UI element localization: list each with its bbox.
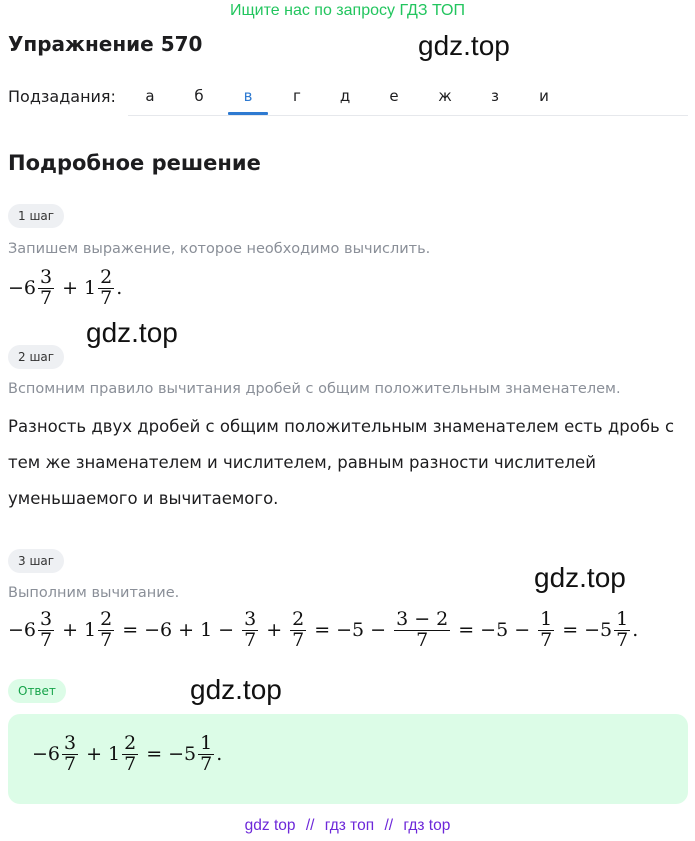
math-token: 6 — [23, 619, 37, 642]
math-token: −5 — [584, 619, 613, 642]
math-token: 1 — [108, 743, 121, 766]
footer — [0, 817, 695, 835]
subtask-tab-a[interactable]: а — [145, 87, 155, 105]
subtask-tab-d[interactable]: д — [339, 87, 351, 105]
answer-box — [8, 714, 688, 804]
answer-badge: Ответ — [8, 679, 66, 703]
math-token: + — [266, 619, 283, 642]
answer-expression — [32, 734, 222, 775]
fraction: $\frac{3}{7}$ — [244, 608, 257, 651]
subtasks-label: Подзадания: — [8, 87, 116, 106]
math-token: 1 — [200, 619, 213, 642]
step-1-hint: Запишем выражение, которое необходимо вычислить. — [8, 241, 431, 257]
math-token: − — [8, 619, 24, 642]
step-2-hint: Вспомним правило вычитания дробей с общим положительным знаменателем. — [8, 381, 621, 397]
footer-link-gdz-top[interactable]: gdz top — [244, 817, 296, 834]
top-banner: Ищите нас по запросу ГДЗ ТОП — [230, 2, 465, 19]
math-token: + — [62, 277, 79, 300]
rule-line: Разность двух дробей с общим положительным знаменателем есть дробь с — [8, 417, 675, 436]
math-token: = — [122, 619, 139, 642]
math-token: . — [216, 743, 223, 766]
fraction: $\frac{2}{7}$ — [100, 266, 113, 309]
math-token: − — [218, 619, 235, 642]
footer-link-gdz-top-ru[interactable]: гдз топ — [324, 817, 375, 834]
subtask-tab-i[interactable]: и — [539, 87, 549, 105]
rule-line: тем же знаменателем и числителем, равным разности числителей — [8, 453, 596, 472]
math-token: = — [146, 743, 163, 766]
subtask-tab-v[interactable]: в — [228, 78, 268, 114]
step-2-rule — [8, 409, 678, 517]
math-token: + — [62, 619, 79, 642]
footer-separator: // — [305, 817, 315, 834]
rule-line: уменьшаемого и вычитаемого. — [8, 489, 279, 508]
math-token: + — [178, 619, 195, 642]
math-token: = — [458, 619, 475, 642]
math-token: − — [8, 277, 24, 300]
math-token: 6 — [47, 743, 61, 766]
fraction: $\frac{1}{7}$ — [616, 608, 629, 651]
step-badge-3: 3 шаг — [8, 549, 64, 573]
math-token: = — [314, 619, 331, 642]
subtask-tab-z[interactable]: з — [491, 87, 499, 105]
fraction: $\frac{2}{7}$ — [292, 608, 305, 651]
fraction: $\frac{3}{7}$ — [40, 608, 53, 651]
fraction: $\frac{3 - 2}{7}$ — [396, 608, 449, 651]
math-token: − — [514, 619, 531, 642]
fraction: $\frac{2}{7}$ — [100, 608, 113, 651]
step-1-expression — [8, 268, 122, 309]
watermark: gdz.top — [534, 562, 626, 593]
section-title: Подробное решение — [8, 151, 261, 175]
fraction: $\frac{3}{7}$ — [40, 266, 53, 309]
fraction: $\frac{2}{7}$ — [124, 732, 137, 775]
footer-separator: // — [384, 817, 394, 834]
watermark: gdz.top — [190, 674, 282, 705]
math-token: . — [116, 277, 123, 300]
footer-link-gdz-top-mixed[interactable]: гдз top — [403, 817, 451, 834]
subtasks-tabs — [128, 78, 688, 116]
math-token: + — [86, 743, 103, 766]
step-3-hint: Выполним вычитание. — [8, 585, 180, 601]
math-token: . — [632, 619, 639, 642]
fraction: $\frac{3}{7}$ — [64, 732, 77, 775]
subtask-tab-b[interactable]: б — [194, 87, 204, 105]
step-badge-1: 1 шаг — [8, 204, 64, 228]
subtask-tab-g[interactable]: г — [293, 87, 301, 105]
math-token: 6 — [23, 277, 37, 300]
step-badge-2: 2 шаг — [8, 345, 64, 369]
watermark: gdz.top — [418, 30, 510, 61]
math-token: −5 — [168, 743, 197, 766]
exercise-title: Упражнение 570 — [8, 32, 203, 56]
math-token: = — [562, 619, 579, 642]
math-token: 1 — [84, 277, 97, 300]
fraction: $\frac{1}{7}$ — [540, 608, 553, 651]
subtask-tab-e[interactable]: е — [389, 87, 399, 105]
subtask-tab-zh[interactable]: ж — [438, 87, 452, 105]
math-token: − — [370, 619, 387, 642]
step-3-expression — [8, 610, 638, 651]
math-token: −5 — [480, 619, 509, 642]
fraction: $\frac{1}{7}$ — [200, 732, 213, 775]
math-token: −6 — [144, 619, 173, 642]
math-token: 1 — [84, 619, 97, 642]
math-token: −5 — [336, 619, 365, 642]
math-token: − — [32, 743, 48, 766]
watermark: gdz.top — [86, 317, 178, 348]
